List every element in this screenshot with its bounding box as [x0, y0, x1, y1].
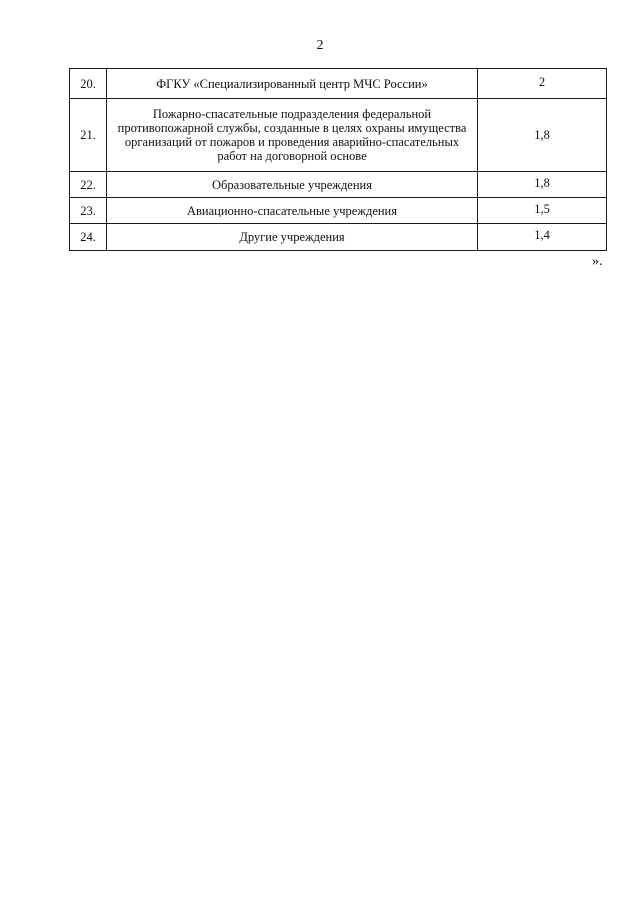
institution-name: Образовательные учреждения [107, 172, 478, 198]
page-number: 2 [316, 38, 324, 53]
row-number: 20. [70, 69, 107, 99]
table-row [70, 198, 607, 224]
table-row [70, 224, 607, 251]
institution-name: Другие учреждения [107, 224, 478, 251]
institutions-table [69, 68, 607, 251]
institution-name: Пожарно-спасательные подразделения федеральной противопожарной службы, созданные в целях охраны имущества организаций от пожаров и проведения аварийно-спасательных работ на договорной основе [107, 99, 478, 172]
table-row [70, 99, 607, 172]
coefficient-value: 1,4 [478, 224, 607, 251]
coefficient-value: 2 [478, 69, 607, 99]
row-number: 21. [70, 99, 107, 172]
coefficient-value: 1,8 [478, 99, 607, 172]
table-row [70, 69, 607, 99]
closing-quote-mark: ». [592, 254, 603, 269]
row-number: 24. [70, 224, 107, 251]
row-number: 22. [70, 172, 107, 198]
institution-name: Авиационно-спасательные учреждения [107, 198, 478, 224]
coefficient-value: 1,5 [478, 198, 607, 224]
institution-name: ФГКУ «Специализированный центр МЧС России» [107, 69, 478, 99]
coefficient-value: 1,8 [478, 172, 607, 198]
table-row [70, 172, 607, 198]
row-number: 23. [70, 198, 107, 224]
